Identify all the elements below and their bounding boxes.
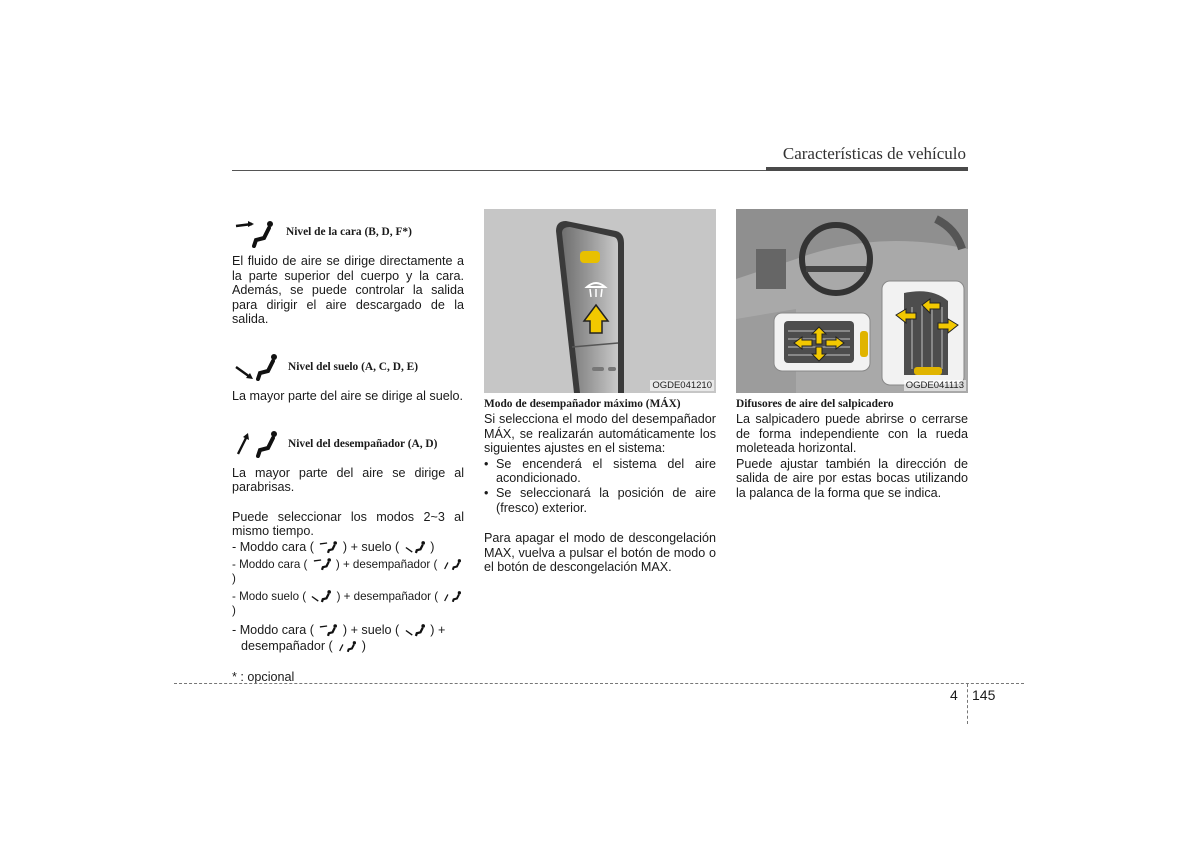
floor-mode-icon	[311, 590, 331, 603]
left-column	[232, 216, 464, 685]
floor-mode-icon	[405, 541, 425, 554]
vents-heading: Difusores de aire del salpicadero	[736, 398, 894, 410]
list-item: • Se encenderá el sistema del aire acondicionado.	[484, 457, 716, 486]
combo-line-1	[232, 540, 464, 555]
combo2-b: ) + desempañador (	[335, 557, 438, 571]
defog-heading: Nivel del desempañador (A, D)	[288, 437, 438, 450]
combo2-c: )	[232, 572, 236, 586]
combo-line-4b	[232, 639, 464, 654]
defog-heading-row	[232, 426, 464, 460]
face-text: El fluido de aire se dirige directamente a la parte superior del cuerpo y la cara. Además, se puede controlar la salida para dirigir el aire descargado de la salida.	[232, 254, 464, 327]
face-heading: Nivel de la cara (B, D, F*)	[286, 226, 412, 238]
combo1-a: - Moddo cara (	[232, 539, 314, 554]
max-defog-off-text: Para apagar el modo de descongelación MAX, vuelva a pulsar el botón de modo o el botón de descongelación MAX.	[484, 531, 716, 575]
max-defog-intro: Si selecciona el modo del desempañador MÁX, se realizarán automáticamente los siguientes ajustes en el sistema:	[484, 412, 716, 456]
page-number: 145	[972, 687, 996, 703]
dashboard-vents-illustration	[736, 209, 968, 393]
defrost-button-figure	[484, 209, 716, 393]
defog-mode-icon	[234, 428, 278, 458]
combo4-e: )	[361, 638, 366, 653]
combo4-c: ) +	[430, 622, 446, 637]
face-mode-icon	[234, 220, 274, 248]
defrost-panel-illustration	[484, 209, 716, 393]
max-defog-bullets	[484, 457, 716, 515]
floor-mode-icon	[405, 624, 425, 637]
header-rule-thick	[766, 167, 968, 171]
chapter-number: 4	[950, 687, 958, 703]
figure-code: OGDE041113	[905, 380, 964, 391]
combo-line-2	[232, 558, 464, 587]
floor-heading-row	[232, 351, 464, 385]
max-defog-heading: Modo de desempañador máximo (MÁX)	[484, 398, 681, 410]
footer-divider	[967, 684, 968, 724]
defog-mode-icon	[443, 558, 461, 571]
floor-text: La mayor parte del aire se dirige al suelo.	[232, 388, 464, 403]
combo-line-4	[232, 623, 464, 638]
right-column	[736, 397, 968, 501]
defog-mode-icon	[443, 590, 461, 603]
face-mode-icon	[313, 558, 331, 571]
vents-paragraph-1: La salpicadero puede abrirse o cerrarse de forma independiente con la rueda moleteada horizontal.	[736, 412, 968, 456]
combo4-a: - Moddo cara (	[232, 622, 314, 637]
combo1-c: )	[430, 539, 435, 554]
middle-column	[484, 397, 716, 575]
combo3-c: )	[232, 604, 236, 618]
combo2-a: - Moddo cara (	[232, 557, 308, 571]
face-heading-row	[232, 216, 464, 250]
footer-rule	[174, 683, 1024, 684]
figure-code: OGDE041210	[652, 380, 712, 391]
combo3-b: ) + desempañador (	[336, 589, 439, 603]
header-rule	[232, 170, 766, 171]
vents-paragraph-2: Puede ajustar también la dirección de salida de aire por estas bocas utilizando la palanca de la forma que se indica.	[736, 456, 968, 500]
defog-text: La mayor parte del aire se dirige al parabrisas.	[232, 465, 464, 495]
combo4-b: ) + suelo (	[342, 622, 400, 637]
floor-heading: Nivel del suelo (A, C, D, E)	[288, 360, 419, 373]
face-mode-icon	[319, 541, 337, 554]
defog-mode-icon	[338, 640, 356, 653]
combo-intro: Puede seleccionar los modos 2~3 al mismo tiempo.	[232, 509, 464, 539]
max-indicator-light	[580, 251, 600, 263]
combo1-b: ) + suelo (	[342, 539, 400, 554]
combo-line-3	[232, 590, 464, 619]
floor-mode-icon	[234, 353, 278, 381]
optional-note: * : opcional	[232, 670, 295, 685]
combo4-d: desempañador (	[241, 638, 333, 653]
combo3-a: - Modo suelo (	[232, 589, 307, 603]
face-mode-icon	[319, 624, 337, 637]
list-item: • Se seleccionará la posición de aire (fresco) exterior.	[484, 486, 716, 515]
page-header-title: Características de vehículo	[782, 144, 966, 163]
dashboard-vents-figure	[736, 209, 968, 393]
